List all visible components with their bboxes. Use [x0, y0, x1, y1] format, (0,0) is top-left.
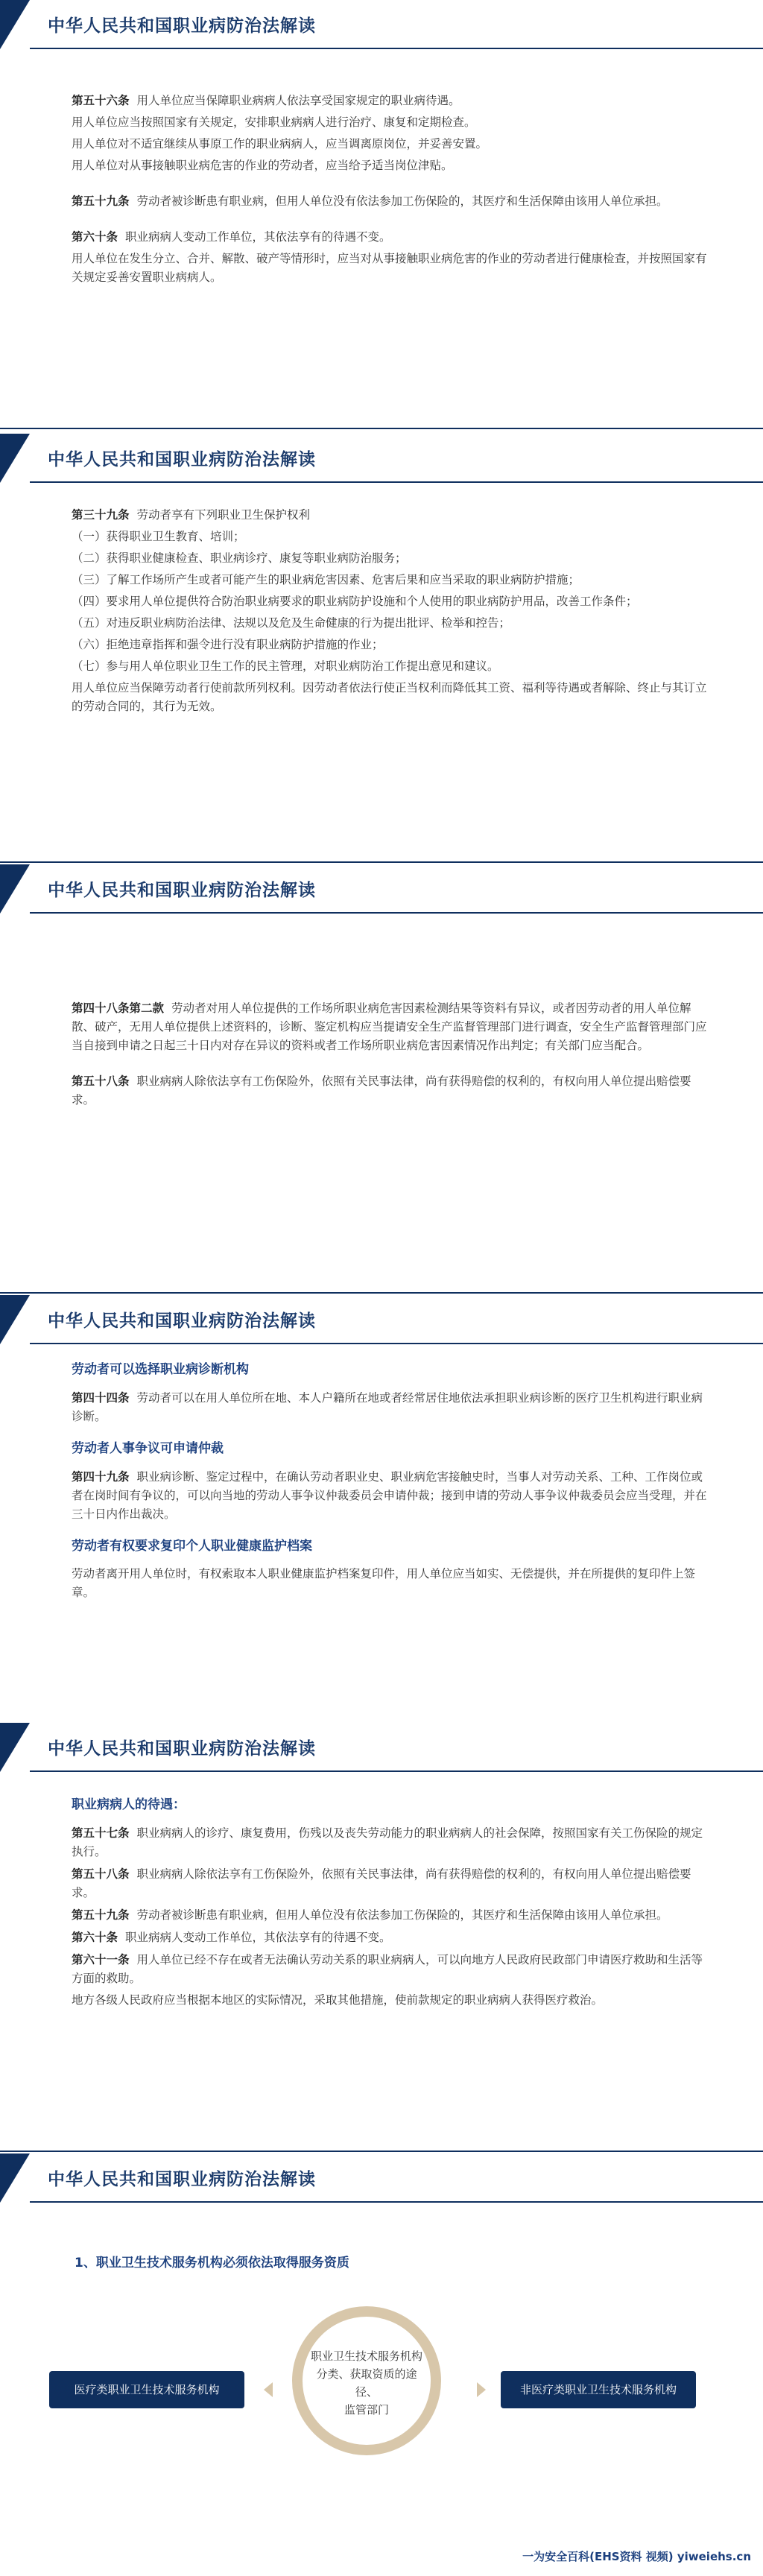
center-line-2: 分类、获取资质的途径、 [316, 2367, 417, 2399]
slide-2 [0, 434, 763, 863]
section-title: 1、职业卫生技术服务机构必须依法取得服务资质 [75, 2256, 349, 2270]
slide-3 [0, 864, 763, 1294]
subheading: 劳动者人事争议可申请仲裁 [72, 1441, 224, 1456]
slide-header [0, 1295, 763, 1344]
article-number: 第三十九条 [72, 507, 130, 522]
page-title: 中华人民共和国职业病防治法解读 [48, 16, 316, 36]
header-triangle [0, 434, 30, 483]
article-text: 劳动者享有下列职业卫生保护权利 [136, 508, 311, 522]
paragraph [72, 1565, 712, 1602]
paragraph [72, 250, 712, 287]
page-title: 中华人民共和国职业病防治法解读 [48, 881, 316, 900]
paragraph [72, 1864, 712, 1902]
article-number: 第五十六条 [72, 93, 130, 107]
center-ring-text [307, 2347, 426, 2419]
article-number: 第六十条 [72, 230, 118, 244]
article-text: 职业病病人变动工作单位，其依法享有的待遇不变。 [125, 230, 391, 244]
slide-bottom-line [0, 861, 763, 863]
header-divider [30, 48, 763, 49]
article-text: 用人单位应当按照国家有关规定，安排职业病病人进行治疗、康复和定期检查。 [72, 115, 476, 129]
header-triangle [0, 864, 30, 914]
article-text: 用人单位在发生分立、合并、解散、破产等情形时，应当对从事接触职业病危害的作业的劳动者进行健康检查，并按照国家有关规定妥善安置职业病病人。 [72, 252, 707, 284]
paragraph [72, 227, 712, 247]
paragraph [72, 156, 712, 175]
header-triangle [0, 1723, 30, 1772]
article-text: 职业病病人的诊疗、康复费用，伤残以及丧失劳动能力的职业病病人的社会保障，按照国家有关工伤保险的规定执行。 [72, 1826, 703, 1858]
paragraph [72, 999, 712, 1055]
page-title: 中华人民共和国职业病防治法解读 [48, 1311, 316, 1331]
article-text: （三）了解工作场所产生或者可能产生的职业病危害因素、危害后果和应当采取的职业病防护措施； [72, 573, 580, 586]
slide-2-content [72, 505, 712, 719]
article-number: 第五十九条 [72, 194, 130, 208]
article-text: （四）要求用人单位提供符合防治职业病要求的职业病防护设施和个人使用的职业病防护用品，改善工作条件； [72, 595, 638, 608]
slide-header [0, 2153, 763, 2203]
paragraph [72, 571, 712, 589]
paragraph-gap [72, 1058, 712, 1072]
header-divider [30, 2201, 763, 2203]
subheading: 劳动者可以选择职业病诊断机构 [72, 1362, 249, 1377]
article-text: （六）拒绝违章指挥和强令进行没有职业病防护措施的作业； [72, 638, 384, 651]
slide-bottom-line [0, 428, 763, 429]
slide-5 [0, 1723, 763, 2152]
center-line-1: 职业卫生技术服务机构 [310, 2349, 422, 2363]
subheading: 劳动者有权要求复印个人职业健康监护档案 [72, 1539, 312, 1554]
article-text: 劳动者被诊断患有职业病，但用人单位没有依法参加工伤保险的，其医疗和生活保障由该用人单位承担。 [136, 194, 668, 208]
paragraph [72, 549, 712, 568]
article-text: （二）获得职业健康检查、职业病诊疗、康复等职业病防治服务； [72, 551, 407, 565]
slide-4 [0, 1295, 763, 1724]
page-title: 中华人民共和国职业病防治法解读 [48, 450, 316, 469]
slide-header [0, 434, 763, 483]
non-medical-service-box: 非医疗类职业卫生技术服务机构 [501, 2371, 696, 2408]
center-line-3: 监管部门 [343, 2403, 389, 2417]
article-text: 用人单位应当保障劳动者行使前款所列权利。因劳动者依法行使正当权利而降低其工资、福利等待遇或者解除、终止与其订立的劳动合同的，其行为无效。 [72, 681, 707, 713]
slide-3-content [72, 999, 712, 1113]
paragraph [72, 1950, 712, 1988]
article-number: 第四十四条 [72, 1390, 130, 1405]
article-text: 用人单位对从事接触职业病危害的作业的劳动者，应当给予适当岗位津贴。 [72, 159, 453, 172]
paragraph [72, 192, 712, 211]
slide-1-content [72, 91, 712, 290]
paragraph [72, 113, 712, 132]
paragraph [72, 1991, 712, 2010]
paragraph [72, 91, 712, 110]
paragraph [72, 1823, 712, 1861]
article-number: 第四十八条第二款 [72, 1001, 165, 1015]
article-text: 职业病病人除依法享有工伤保险外，依照有关民事法律，尚有获得赔偿的权利的，有权向用人单位提出赔偿要求。 [72, 1867, 691, 1899]
article-number: 第四十九条 [72, 1469, 130, 1484]
slide-5-content [72, 1782, 712, 2013]
footer-watermark[interactable]: 一为安全百科(EHS资料 视频) yiweiehs.cn [522, 2550, 751, 2563]
paragraph [72, 1388, 712, 1426]
article-text: （七）参与用人单位职业卫生工作的民主管理，对职业病防治工作提出意见和建议。 [72, 659, 499, 673]
article-number: 第五十八条 [72, 1074, 130, 1088]
article-text: 劳动者对用人单位提供的工作场所职业病危害因素检测结果等资料有异议，或者因劳动者的用人单位解散、破产，无用人单位提供上述资料的，诊断、鉴定机构应当提请安全生产监督管理部门进行调查，安全生产监督管理部门应当自接到申请之日起三十日内对存在异议的资料或者工作场所职业病危害因素情况作出判定；有关部门应当配合。 [72, 1001, 707, 1052]
slide-header [0, 0, 763, 49]
paragraph [72, 636, 712, 654]
article-number: 第五十九条 [72, 1908, 130, 1922]
article-text: 劳动者可以在用人单位所在地、本人户籍所在地或者经常居住地依法承担职业病诊断的医疗卫生机构进行职业病诊断。 [72, 1391, 703, 1423]
paragraph-gap [72, 214, 712, 227]
slide-1 [0, 0, 763, 429]
header-triangle [0, 2153, 30, 2203]
article-number: 第六十一条 [72, 1952, 130, 1966]
arrow-right-icon [477, 2382, 486, 2397]
paragraph [72, 1905, 712, 1925]
paragraph-gap [72, 178, 712, 192]
header-divider [30, 912, 763, 914]
article-text: 职业病病人除依法享有工伤保险外，依照有关民事法律，尚有获得赔偿的权利的，有权向用人单位提出赔偿要求。 [72, 1075, 691, 1107]
paragraph [72, 679, 712, 716]
slide-bottom-line [0, 1292, 763, 1294]
paragraph [72, 657, 712, 676]
article-number: 第六十条 [72, 1930, 118, 1944]
header-triangle [0, 1295, 30, 1344]
article-text: 用人单位对不适宜继续从事原工作的职业病病人，应当调离原岗位，并妥善安置。 [72, 137, 488, 151]
article-text: 用人单位已经不存在或者无法确认劳动关系的职业病病人，可以向地方人民政府民政部门申请医疗救助和生活等方面的救助。 [72, 1953, 703, 1985]
article-text: （一）获得职业卫生教育、培训； [72, 530, 245, 543]
page-title: 中华人民共和国职业病防治法解读 [48, 2170, 316, 2189]
header-divider [30, 481, 763, 483]
paragraph [72, 1072, 712, 1110]
article-text: （五）对违反职业病防治法律、法规以及危及生命健康的行为提出批评、检举和控告； [72, 616, 511, 630]
slide-bottom-line [0, 2151, 763, 2152]
article-text: 用人单位应当保障职业病病人依法享受国家规定的职业病待遇。 [136, 94, 460, 107]
slide-header [0, 1723, 763, 1772]
paragraph [72, 1467, 712, 1524]
slide-4-content [72, 1347, 712, 1605]
medical-service-box: 医疗类职业卫生技术服务机构 [49, 2371, 244, 2408]
article-text: 地方各级人民政府应当根据本地区的实际情况，采取其他措施，使前款规定的职业病病人获得医疗救治。 [72, 1993, 604, 2007]
slide-header [0, 864, 763, 914]
paragraph [72, 592, 712, 611]
subheading: 职业病病人的待遇： [72, 1797, 186, 1812]
paragraph [72, 505, 712, 525]
paragraph [72, 528, 712, 546]
paragraph [72, 1928, 712, 1947]
header-triangle [0, 0, 30, 49]
article-text: 职业病诊断、鉴定过程中，在确认劳动者职业史、职业病危害接触史时，当事人对劳动关系、工种、工作岗位或者在岗时间有争议的，可以向当地的劳动人事争议仲裁委员会申请仲裁；接到申请的劳动人事争议仲裁委员会应当受理，并在三十日内作出裁决。 [72, 1470, 707, 1521]
article-text: 职业病病人变动工作单位，其依法享有的待遇不变。 [125, 1931, 391, 1944]
header-divider [30, 1343, 763, 1344]
arrow-left-icon [264, 2382, 273, 2397]
paragraph [72, 614, 712, 633]
paragraph [72, 135, 712, 154]
header-divider [30, 1770, 763, 1772]
article-text: 劳动者被诊断患有职业病，但用人单位没有依法参加工伤保险的，其医疗和生活保障由该用人单位承担。 [136, 1908, 668, 1922]
article-number: 第五十七条 [72, 1826, 130, 1840]
article-text: 劳动者离开用人单位时，有权索取本人职业健康监护档案复印件，用人单位应当如实、无偿提供，并在所提供的复印件上签章。 [72, 1567, 696, 1599]
page-title: 中华人民共和国职业病防治法解读 [48, 1739, 316, 1759]
article-number: 第五十八条 [72, 1867, 130, 1881]
